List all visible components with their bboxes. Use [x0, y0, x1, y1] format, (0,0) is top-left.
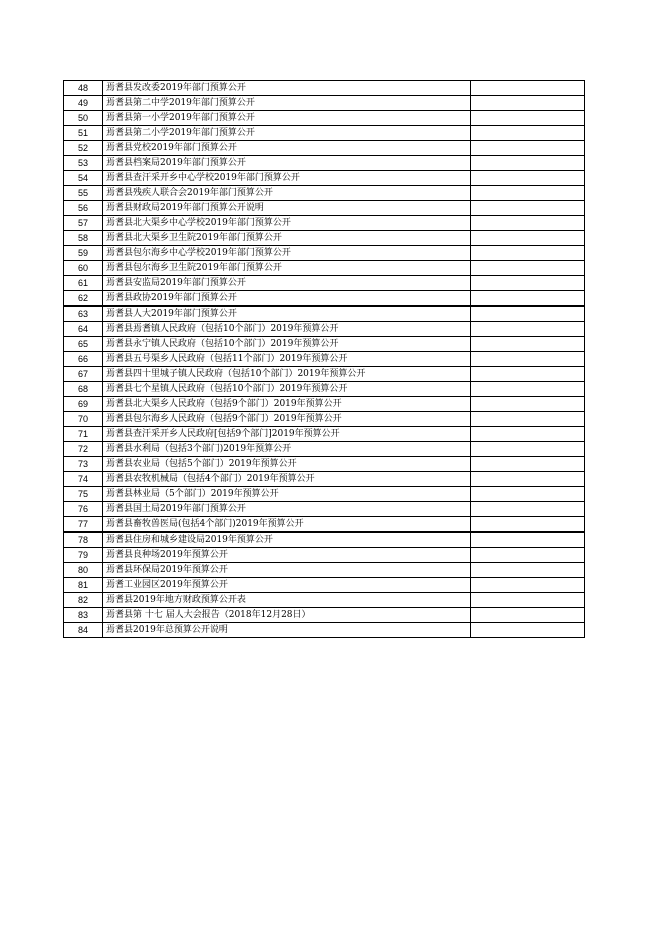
row-title: 焉耆县包尔海乡中心学校2019年部门预算公开: [103, 246, 471, 261]
row-number: 59: [64, 246, 103, 261]
table-row: [64, 352, 585, 367]
row-extra-cell: [471, 306, 585, 322]
table-row: [64, 156, 585, 171]
row-extra-cell: [471, 427, 585, 442]
row-extra-cell: [471, 548, 585, 563]
row-extra-cell: [471, 186, 585, 201]
row-extra-cell: [471, 593, 585, 608]
table-row: [64, 231, 585, 246]
row-title: 焉耆县北大渠乡中心学校2019年部门预算公开: [103, 216, 471, 231]
row-extra-cell: [471, 382, 585, 397]
row-extra-cell: [471, 291, 585, 307]
row-extra-cell: [471, 442, 585, 457]
table-body: [64, 81, 585, 638]
row-number: 79: [64, 548, 103, 563]
row-extra-cell: [471, 156, 585, 171]
table-row: [64, 548, 585, 563]
row-number: 58: [64, 231, 103, 246]
row-number: 81: [64, 578, 103, 593]
row-title: 焉耆县农牧机械局（包括4个部门）2019年预算公开: [103, 472, 471, 487]
table-row: [64, 532, 585, 548]
table-row: [64, 186, 585, 201]
row-title: 焉耆县四十里城子镇人民政府（包括10个部门）2019年预算公开: [103, 367, 471, 382]
row-extra-cell: [471, 563, 585, 578]
row-title: 焉耆县北大渠乡人民政府（包括9个部门）2019年预算公开: [103, 397, 471, 412]
row-extra-cell: [471, 246, 585, 261]
row-number: 50: [64, 111, 103, 126]
row-title: 焉耆县查汗采开乡人民政府[包括9个部门]2019年预算公开: [103, 427, 471, 442]
row-title: 焉耆县2019年总预算公开说明: [103, 623, 471, 638]
row-extra-cell: [471, 322, 585, 337]
row-title: 焉耆县档案局2019年部门预算公开: [103, 156, 471, 171]
row-title: 焉耆工业园区2019年预算公开: [103, 578, 471, 593]
table-row: [64, 306, 585, 322]
row-number: 55: [64, 186, 103, 201]
row-title: 焉耆县安监局2019年部门预算公开: [103, 276, 471, 291]
table-row: [64, 367, 585, 382]
table-row: [64, 201, 585, 216]
table-row: [64, 623, 585, 638]
row-title: 焉耆县北大渠乡卫生院2019年部门预算公开: [103, 231, 471, 246]
table-row: [64, 382, 585, 397]
row-number: 56: [64, 201, 103, 216]
row-extra-cell: [471, 111, 585, 126]
row-title: 焉耆县财政局2019年部门预算公开说明: [103, 201, 471, 216]
row-extra-cell: [471, 201, 585, 216]
table-row: [64, 517, 585, 533]
row-title: 焉耆县残疾人联合会2019年部门预算公开: [103, 186, 471, 201]
table-row: [64, 111, 585, 126]
row-extra-cell: [471, 352, 585, 367]
row-title: 焉耆县良种场2019年预算公开: [103, 548, 471, 563]
table-row: [64, 126, 585, 141]
row-number: 49: [64, 96, 103, 111]
row-extra-cell: [471, 517, 585, 533]
table-row: [64, 487, 585, 502]
row-extra-cell: [471, 126, 585, 141]
row-number: 52: [64, 141, 103, 156]
row-title: 焉耆县政协2019年部门预算公开: [103, 291, 471, 307]
row-title: 焉耆县发改委2019年部门预算公开: [103, 81, 471, 96]
table-row: [64, 276, 585, 291]
row-number: 82: [64, 593, 103, 608]
table-row: [64, 578, 585, 593]
row-title: 焉耆县林业局（5个部门）2019年预算公开: [103, 487, 471, 502]
row-number: 64: [64, 322, 103, 337]
row-title: 焉耆县2019年地方财政预算公开表: [103, 593, 471, 608]
row-title: 焉耆县五号渠乡人民政府（包括11个部门）2019年预算公开: [103, 352, 471, 367]
row-extra-cell: [471, 216, 585, 231]
row-title: 焉耆县第二小学2019年部门预算公开: [103, 126, 471, 141]
table-row: [64, 412, 585, 427]
row-number: 75: [64, 487, 103, 502]
row-title: 焉耆县焉耆镇人民政府（包括10个部门）2019年预算公开: [103, 322, 471, 337]
row-number: 83: [64, 608, 103, 623]
row-number: 70: [64, 412, 103, 427]
row-number: 74: [64, 472, 103, 487]
table-row: [64, 502, 585, 517]
row-number: 76: [64, 502, 103, 517]
table-row: [64, 608, 585, 623]
row-title: 焉耆县第 十七 届人大会报告（2018年12月28日）: [103, 608, 471, 623]
table-row: [64, 81, 585, 96]
row-title: 焉耆县国土局2019年部门预算公开: [103, 502, 471, 517]
row-number: 63: [64, 306, 103, 322]
table-row: [64, 141, 585, 156]
row-extra-cell: [471, 623, 585, 638]
row-number: 69: [64, 397, 103, 412]
row-number: 65: [64, 337, 103, 352]
table-row: [64, 261, 585, 276]
row-extra-cell: [471, 608, 585, 623]
row-title: 焉耆县包尔海乡人民政府（包括9个部门）2019年预算公开: [103, 412, 471, 427]
row-title: 焉耆县水利局（包括3个部门)2019年预算公开: [103, 442, 471, 457]
row-extra-cell: [471, 397, 585, 412]
row-title: 焉耆县第一小学2019年部门预算公开: [103, 111, 471, 126]
row-extra-cell: [471, 457, 585, 472]
row-number: 73: [64, 457, 103, 472]
table-row: [64, 96, 585, 111]
row-extra-cell: [471, 472, 585, 487]
row-number: 67: [64, 367, 103, 382]
row-extra-cell: [471, 412, 585, 427]
row-title: 焉耆县永宁镇人民政府（包括10个部门）2019年预算公开: [103, 337, 471, 352]
row-extra-cell: [471, 487, 585, 502]
row-number: 51: [64, 126, 103, 141]
row-number: 68: [64, 382, 103, 397]
row-number: 78: [64, 532, 103, 548]
row-title: 焉耆县七个星镇人民政府（包括10个部门）2019年预算公开: [103, 382, 471, 397]
row-title: 焉耆县人大2019年部门预算公开: [103, 306, 471, 322]
table-row: [64, 442, 585, 457]
row-number: 48: [64, 81, 103, 96]
row-extra-cell: [471, 141, 585, 156]
row-number: 77: [64, 517, 103, 533]
row-extra-cell: [471, 367, 585, 382]
table-row: [64, 337, 585, 352]
row-extra-cell: [471, 578, 585, 593]
table-row: [64, 171, 585, 186]
table-row: [64, 246, 585, 261]
row-number: 60: [64, 261, 103, 276]
row-title: 焉耆县党校2019年部门预算公开: [103, 141, 471, 156]
table-row: [64, 563, 585, 578]
table-row: [64, 291, 585, 307]
row-number: 84: [64, 623, 103, 638]
budget-disclosure-table: [63, 80, 585, 638]
row-title: 焉耆县包尔海乡卫生院2019年部门预算公开: [103, 261, 471, 276]
row-extra-cell: [471, 231, 585, 246]
row-extra-cell: [471, 337, 585, 352]
row-extra-cell: [471, 81, 585, 96]
row-number: 54: [64, 171, 103, 186]
row-title: 焉耆县畜牧兽医局(包括4个部门)2019年预算公开: [103, 517, 471, 533]
row-number: 80: [64, 563, 103, 578]
row-title: 焉耆县农业局（包括5个部门）2019年预算公开: [103, 457, 471, 472]
row-extra-cell: [471, 171, 585, 186]
row-title: 焉耆县第二中学2019年部门预算公开: [103, 96, 471, 111]
row-extra-cell: [471, 96, 585, 111]
table-row: [64, 427, 585, 442]
row-number: 62: [64, 291, 103, 307]
row-extra-cell: [471, 532, 585, 548]
row-number: 61: [64, 276, 103, 291]
row-title: 焉耆县住房和城乡建设局2019年预算公开: [103, 532, 471, 548]
row-title: 焉耆县环保局2019年预算公开: [103, 563, 471, 578]
table-row: [64, 593, 585, 608]
table-row: [64, 397, 585, 412]
row-number: 66: [64, 352, 103, 367]
table-row: [64, 322, 585, 337]
table-row: [64, 216, 585, 231]
row-extra-cell: [471, 502, 585, 517]
row-number: 57: [64, 216, 103, 231]
row-title: 焉耆县查汗采开乡中心学校2019年部门预算公开: [103, 171, 471, 186]
row-extra-cell: [471, 261, 585, 276]
row-extra-cell: [471, 276, 585, 291]
row-number: 53: [64, 156, 103, 171]
row-number: 72: [64, 442, 103, 457]
row-number: 71: [64, 427, 103, 442]
table-row: [64, 472, 585, 487]
table-row: [64, 457, 585, 472]
